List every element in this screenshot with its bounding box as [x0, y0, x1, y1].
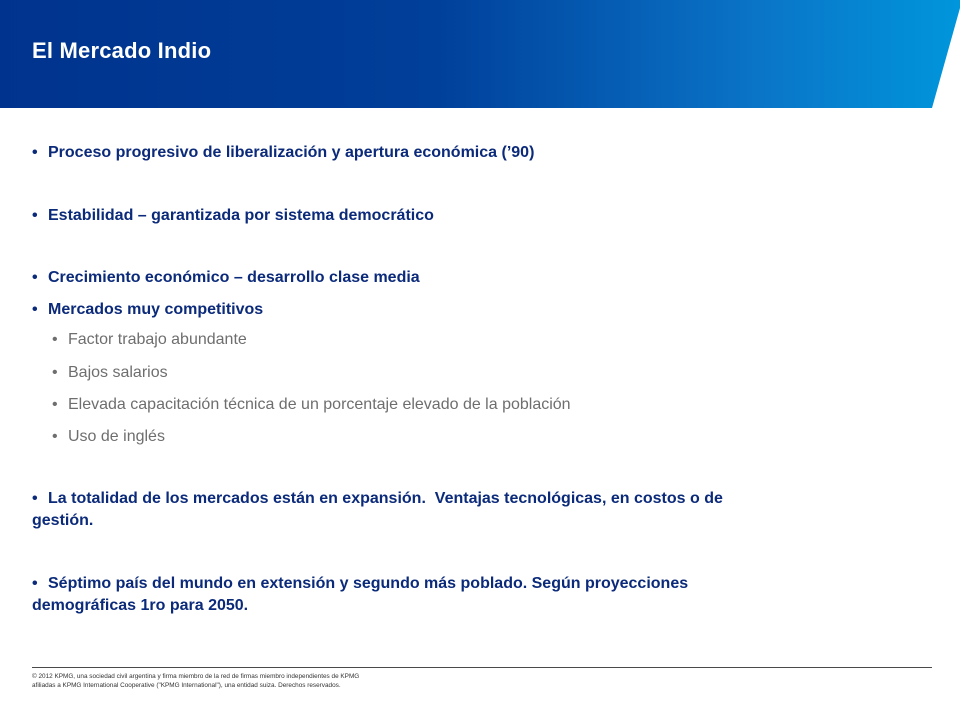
bullet-text: Elevada capacitación técnica de un porcentaje elevado de la población	[68, 396, 571, 413]
bullet-item	[32, 205, 434, 227]
bullet-text: Bajos salarios	[68, 364, 168, 381]
bullet-dot: •	[52, 364, 58, 381]
bullet-item	[32, 142, 534, 164]
sub-bullet-item	[52, 362, 168, 384]
bullet-text: La totalidad de los mercados están en expansión. Ventajas tecnológicas, en costos o de gestión.	[32, 490, 741, 529]
bullet-dot: •	[32, 301, 38, 318]
bullet-text: Uso de inglés	[68, 428, 165, 445]
bullet-text: Estabilidad – garantizada por sistema democrático	[48, 207, 434, 224]
bullet-item	[32, 267, 420, 289]
bullet-item	[32, 488, 752, 532]
bullet-text: Proceso progresivo de liberalización y apertura económica (’90)	[48, 144, 535, 161]
header-band	[0, 0, 960, 108]
sub-bullet-item	[52, 394, 571, 416]
bullet-dot: •	[32, 269, 38, 286]
bullet-dot: •	[52, 428, 58, 445]
bullet-dot: •	[32, 207, 38, 224]
sub-bullet-item	[52, 329, 247, 351]
bullet-dot: •	[32, 144, 38, 161]
sub-bullet-item	[52, 426, 165, 448]
bullet-dot: •	[32, 575, 38, 592]
bullet-dot: •	[52, 331, 58, 348]
slide-title: El Mercado Indio	[32, 38, 212, 63]
bullet-text: Crecimiento económico – desarrollo clase media	[48, 269, 420, 286]
bullet-item	[32, 299, 263, 321]
bullet-dot: •	[52, 396, 58, 413]
bullet-dot: •	[32, 490, 38, 507]
bullet-text: Séptimo país del mundo en extensión y segundo más poblado. Según proyecciones demográficas 1ro para 2050.	[32, 575, 689, 614]
bullet-text: Mercados muy competitivos	[48, 301, 264, 318]
bullet-text: Factor trabajo abundante	[68, 331, 247, 348]
copyright-footer: © 2012 KPMG, una sociedad civil argentina y firma miembro de la red de firmas miembro independientes de KPMG afiliadas a KPMG International Cooperative ("KPMG International"), una entidad suiza. Derechos reservados.	[32, 673, 360, 689]
bullet-item	[32, 573, 752, 617]
footer-divider	[32, 667, 932, 668]
